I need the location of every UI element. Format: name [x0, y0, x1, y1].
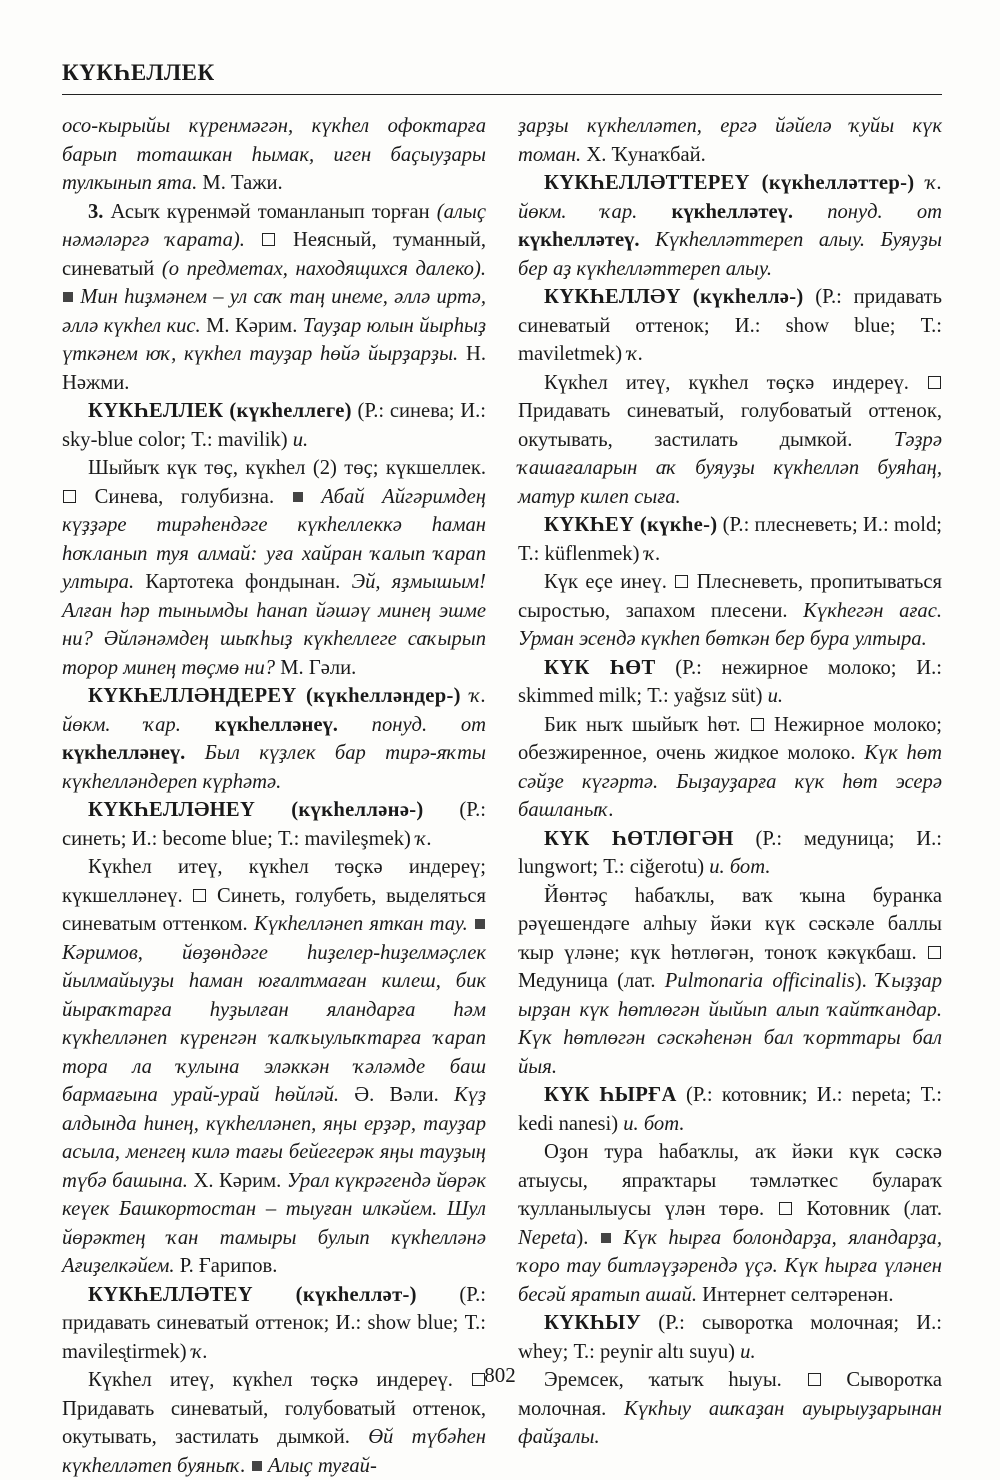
entry-text: күкһелләнеү. [62, 742, 186, 764]
dictionary-paragraph [62, 853, 486, 1281]
page-number: 802 [484, 1363, 516, 1387]
dictionary-paragraph [518, 654, 942, 711]
dictionary-paragraph [518, 169, 942, 283]
entry-text: и. [292, 428, 309, 451]
entry-text: Сыворотка молочная. [518, 1369, 942, 1420]
entry-text: М. Кәрим. [200, 314, 303, 337]
entry-text: Тауҙар юлын йырһыҙ үткәнем юҡ, күкһел тауҙар һөйә йырҙарҙы. [62, 314, 486, 365]
dictionary-paragraph [518, 283, 942, 369]
headword: КҮКҺЕЛЛӘТЕҮ (күкһеллəт-) [88, 1283, 417, 1306]
entry-text: ҡ. йөкм. ҡар. [518, 172, 942, 223]
dictionary-paragraph [518, 882, 942, 1082]
dictionary-paragraph [62, 198, 486, 398]
entry-text: и. [767, 685, 784, 707]
entry-text: Күкһыу ашҡаҙан ауырыуҙарынан файҙалы. [518, 1397, 942, 1448]
entry-text: Алыҫ туғай- [262, 1454, 377, 1477]
empty-square-icon [63, 490, 76, 503]
entry-text: (Р.: нежирное молоко; И.: skimmed milk; Т.: yağsız süt) [518, 656, 943, 707]
entry-text [185, 742, 204, 764]
headword: КҮК ҺЫРҒА [544, 1084, 677, 1106]
left-column [62, 112, 486, 1480]
entry-text: понуд. от [827, 200, 942, 223]
empty-square-icon [928, 376, 941, 389]
entry-text [793, 201, 827, 223]
entry-text: (Р.: придавать синеватый оттенок; И.: show blue; Т.: maviles̨tirmek) [62, 1283, 486, 1363]
entry-text [640, 229, 656, 251]
entry-text: (Р.: котовник; И.: nepeta; Т.: kedi nanesi) [518, 1084, 942, 1135]
entry-text: Өй түбәһен күкһелләтеп буяныҡ. [62, 1426, 486, 1477]
entry-text: (алыҫ нәмәләргә ҡарата). [62, 200, 486, 251]
entry-text: М. Тажи. [197, 172, 283, 194]
entry-text: осо-кырыйы күренмәгән, күкһел офоктарға барып тоташкан һымак, иген баҫыуҙары тулкынып ята. [62, 115, 486, 194]
dictionary-paragraph [62, 682, 486, 796]
headword: КҮКҺЫУ [544, 1312, 641, 1334]
entry-text: ). [854, 970, 876, 992]
entry-text: (Р.: плесневеть; И.: mold; Т.: küflenmek) [518, 514, 942, 565]
entry-text [461, 685, 470, 707]
entry-text: Күк һырға болондарҙа, яландарҙа, ҡоро тау битләүҙәрендә үҫә. Күк һырға үләнен бесәй яратып ашай. [518, 1226, 942, 1306]
headword: КҮКҺЕЛЛЕК (күкһеллеге) [88, 400, 352, 422]
entry-text: Күкһел итеү, күкһел төҫкә индереү. [88, 1369, 471, 1391]
entry-text: Күкһелләттереп алыу. Буяуҙы бер аҙ күкһелләттереп алыу. [518, 229, 942, 280]
entry-text: Күкһел итеү, күкһел төҫкә индереү; күкшелләнеү. [62, 856, 486, 907]
entry-text: ҡ. [416, 827, 433, 850]
headword: КҮК ҺӨТЛӨГӘН [544, 827, 734, 850]
filled-square-icon [63, 292, 73, 302]
entry-text: (Р.: синева; И.: sky-blue color; Т.: mavilik) [62, 400, 486, 451]
empty-square-icon [779, 1202, 792, 1215]
dictionary-paragraph [518, 568, 942, 654]
entry-text: ҡ. [644, 542, 661, 565]
entry-text: Күҙ алдында һинең, күкһелләнеп, яңы ерҙәр, тауҙар асыла, менгең килә тағы бейегерәк яңы тауҙың түбә башына. [62, 1084, 486, 1192]
filled-square-icon [293, 492, 303, 502]
dictionary-paragraph [518, 112, 942, 169]
entry-text: ). [576, 1226, 600, 1249]
entry-text [637, 201, 671, 223]
filled-square-icon [475, 919, 485, 929]
headword: КҮКҺЕЛЛӘНДЕРЕҮ (күкһелләндер-) [88, 685, 461, 707]
entry-text: Nepeta [518, 1226, 577, 1249]
entry-text: и. бот. [623, 1112, 685, 1135]
entry-text: (Р.: придавать синеватый оттенок; И.: show blue; Т.: maviletmek) [518, 286, 943, 365]
empty-square-icon [751, 718, 764, 731]
entry-text: Нежирное молоко; обезжиренное, очень жидкое молоко. [518, 713, 942, 764]
entry-text: Күк еҫе инеү. [544, 571, 675, 593]
entry-text: Придавать синеватый, голубоватый оттенок, окутывать, застилать дымкой. [62, 1397, 486, 1448]
empty-square-icon [928, 946, 941, 959]
dictionary-paragraph [518, 825, 942, 882]
entry-text: Картотека фондынан. [134, 571, 352, 593]
entry-text: Күкһел итеү, күкһел төҫкә индереү. [544, 371, 927, 394]
entry-text: Абай Айгәримдең күҙҙәре тирәһендәге күкһеллеккә һаман һоҡланып туя алмай: уға хайран ҡалып ҡарап ултыра. [62, 485, 486, 593]
entry-text: Х. Кәрим. [187, 1169, 287, 1192]
empty-square-icon [675, 575, 688, 588]
entry-text: и. [740, 1340, 756, 1363]
dictionary-paragraph [62, 397, 486, 454]
entry-text: күкһелләтеү. [518, 229, 640, 251]
entry-text: ҡ. йөкм. ҡар. [62, 685, 486, 736]
entry-text: Мин һиҙмәнем – ул саҡ таң инеме, әллә иртә, әллә күкһел кис. [62, 286, 486, 337]
right-column [518, 112, 942, 1452]
entry-text [338, 714, 372, 736]
entry-text [914, 172, 926, 194]
entry-text: Күкһегән ағас. Урман эсендә күкһеп бөткән бер бура ултыра. [518, 599, 942, 650]
dictionary-paragraph [518, 1138, 942, 1309]
entry-text: күкһелләтеү. [671, 200, 794, 223]
entry-text: (о предметах, находящихся далеко). [161, 257, 486, 280]
entry-text: (Р.: сыворотка молочная; И.: whey; Т.: peynir altı suyu) [518, 1312, 942, 1363]
entry-text: Х. Ҡунаҡбай. [581, 143, 706, 166]
entry-text: күкһелләнеү. [214, 713, 338, 736]
header-rule [62, 94, 942, 95]
entry-text: Придавать синеватый, голубоватый оттенок, окутывать, застилать дымкой. [518, 400, 942, 451]
entry-text: Оҙон тура һабаҡлы, аҡ йәки күк сәскә атыусы, япраҡтары тәмләткес булараҡ ҡулланылыусы үлән төрө. [518, 1141, 942, 1220]
entry-text: Синева, голубизна. [77, 485, 292, 508]
entry-text: М. Гәли. [275, 656, 357, 679]
dictionary-paragraph [62, 112, 486, 198]
entry-text: Ҡыҙҙар ырҙан күк һөтлөгән йыйып алып ҡайтҡандар. Күк һөтлөгән сәскәһенән бал ҡорттары бал йыя. [518, 970, 943, 1078]
empty-square-icon [193, 889, 206, 902]
headword: КҮКҺЕЛЛӘҮ (күкһеллә-) [544, 286, 804, 308]
entry-text: Р. Ғарипов. [174, 1255, 278, 1277]
entry-text: Синеть, голубеть, выделяться синеватым оттенком. [62, 884, 486, 935]
entry-text: Н. Нәжми. [62, 343, 486, 394]
entry-text: 3. [88, 200, 104, 223]
entry-text: Йөнтәҫ һабаҡлы, ваҡ ҡына буранка рәүешендәге алһыу йәки күк сәскәле баллы ҡыр үләне; күк һөтлөгән, тоноҡ кәкүкбаш. [518, 884, 942, 964]
dictionary-paragraph [518, 1309, 942, 1366]
filled-square-icon [252, 1461, 262, 1471]
headword: КҮКҺЕҮ (күкһе-) [544, 514, 718, 536]
entry-text: ҡ. [191, 1340, 208, 1363]
dictionary-paragraph [518, 1081, 942, 1138]
entry-text: Плесневеть, пропитываться сыростью, запахом плесени. [518, 571, 942, 622]
entry-text: Интернет селтәренән. [696, 1283, 894, 1306]
entry-text: ҙарҙы күкһелләтеп, ергә йәйелә ҡуйы күк томан. [518, 115, 942, 166]
entry-text: Тәҙрә ҡашағаларын аҡ буяуҙы күкһелләп буяһаң, матур килеп сыға. [518, 428, 942, 508]
entry-text [181, 714, 215, 736]
entry-text: Неясный, туманный, синеватый [62, 229, 486, 280]
entry-text: Эремсек, ҡатыҡ һыуы. [544, 1369, 807, 1391]
entry-text: Pulmonaria officinalis [664, 970, 855, 992]
entry-text: Күк һөт сәйҙе күгәртә. Быҙауҙарға күк һөт эсерә башланыҡ. [518, 742, 942, 821]
dictionary-paragraph [62, 454, 486, 682]
dictionary-paragraph [518, 711, 942, 825]
empty-square-icon [262, 233, 275, 246]
entry-text: Бик ныҡ шыйыҡ һөт. [544, 713, 750, 736]
dictionary-paragraph [62, 1281, 486, 1367]
entry-text: Котовник (лат. [792, 1198, 943, 1220]
running-head: КҮКҺЕЛЛЕК [62, 60, 215, 85]
entry-text: Медуница (лат. [518, 970, 665, 992]
entry-text: и. бот. [709, 856, 771, 878]
entry-text: (Р.: синеть; И.: become blue; Т.: mavileşmek) [62, 799, 486, 850]
dictionary-paragraph [62, 796, 486, 853]
entry-text: Асыҡ күренмәй томанланып торған [103, 200, 437, 223]
entry-text: Шыйыҡ күк төҫ, күкһел (2) төҫ; күкшеллек. [88, 457, 486, 479]
entry-text: Күкһелләнеп яткан тау. [253, 913, 468, 935]
entry-text: (Р.: медуница; И.: lungwort; Т.: ciğerotu) [518, 827, 942, 878]
headword: КҮКҺЕЛЛӘТТЕРЕҮ (күкһелләттер-) [544, 172, 915, 194]
entry-text: Эй, яҙмышым! Алған һәр тынымды һанап йәшәү минең эшме ни? Әйләнәмдең шыҡһыҙ күкһеллеге саҡырып торор минең төҫмө ни? [62, 571, 486, 679]
headword: КҮК ҺӨТ [544, 656, 656, 679]
dictionary-paragraph [518, 369, 942, 512]
filled-square-icon [601, 1233, 611, 1243]
entry-text: Кәримов, йөҙөндәге һиҙелер-һиҙелмәҫлек йылмайыуҙы һаман юғалтмаған килеш, бик йыраҡтарға һуҙылған яландарға һәм күкһелләнеп күренгән ҡалҡыулыҡтарға ҡарап тора ла ҡулына эләккән ҡәләмде баш бармағына урай-урай һөйләй. [62, 941, 486, 1106]
entry-text: понуд. от [371, 713, 486, 736]
entry-text: ҡ. [627, 343, 644, 365]
entry-text: Урал күкрәгендә йөрәк кеүек Башкортостан – тыуған илкәйем. Шул йөрәктең ҡан тамыры булып күкһелләнә Ағиҙелкәйем. [62, 1169, 486, 1277]
entry-text: Был күҙлек бар тирә-яҡты күкһелләндереп күрһәтә. [62, 742, 486, 793]
dictionary-paragraph [518, 511, 942, 568]
entry-text: Ә. Вәли. [339, 1084, 454, 1106]
headword: КҮКҺЕЛЛӘНЕҮ (күкһелләнə-) [88, 799, 424, 821]
